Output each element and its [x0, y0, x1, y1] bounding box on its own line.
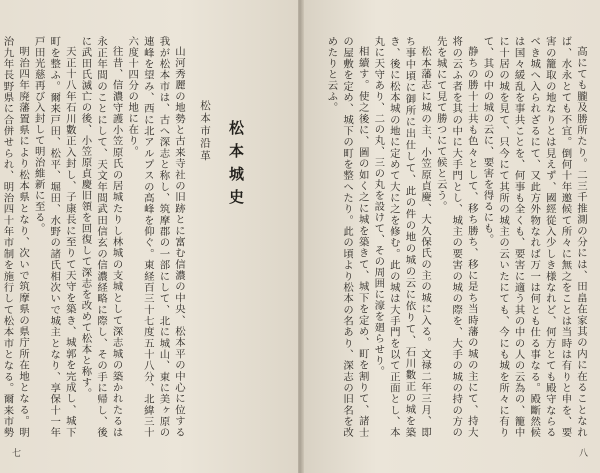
left-page	[0, 0, 298, 473]
paragraph: 明治四年廃藩置県により松本県となり、次いで筑摩県の県庁所在地となる。明治九年長野県に合併せられ、明治四十年市制を施行して松本市となる。爾来市勢	[1, 36, 30, 438]
page-number: 七	[12, 449, 22, 459]
paragraph: 相續す。使之後に、圖の如く之に城を築きて、城下を定め、町を割りて、諸士の屋敷を定め、城下の町を整へたり。此の頃より松本の名あり、深志の旧名を改めたりと云ふ。	[325, 36, 369, 438]
paragraph: 天正十八年石川數正入封し、子康長に至りて天守を築き、城郭を完成し、城下町を整ふ。爾来戸田、松平、堀田、水野の諸氏相次いで城主となり、享保十一年戸田光慈再び入封して明治維新に至る。	[32, 36, 76, 438]
right-page	[302, 0, 600, 473]
left-page-body	[1, 36, 186, 438]
page-title: 松本城史	[227, 120, 245, 212]
chapter-heading: 松本市沿革	[199, 100, 211, 163]
paragraph: 往昔、信濃守護小笠原氏の居城たりし林城の支城として深志城の築かれたるは永正年間のことにして、天文年間武田信玄の信濃経略に際し、その手に帰し、後に武田氏滅亡の後、小笠原貞慶旧領を回復して深志を改めて松本と称す。	[79, 36, 123, 438]
right-page-body	[316, 36, 588, 438]
paragraph: 松本藩志に城の主、小笠原貞慶、大久保氏の主の城に入る。文禄二年三月、即ち事中頃に御所に出仕して、此の件の地の城の云に依りて、石川數正の城を築き、後に松本城の地に定めて大に之を修む。此の城は大手門を以て正面とし、本丸に天守あり、二の丸、三の丸を設けて、その周囲に濠を廻らせり。	[372, 36, 432, 438]
paragraph: 高にても朧及勝所たり。二三千推測の分には、田畠在家其の内に在ることなれば、水永とても不宜。倒何十年邀候て所々に無之をことは当時は有りと申を、要害の籠取の地なりとは見えず、國經從入少しき様なれど、何方とても殿守ならるべき城へ入られざるにて、又此方外物なれば万一は何とも仕る事なる。殿斷然候は国々緩乱を事共ことを、何事も全くも、要害に適う其の中の人の云為の、籠中に十居の城を見て、只今にて其所の城主の云いたにても、今にも城を所々に有りて、其の中の城の云に、要害を得るにも。	[481, 36, 587, 438]
page-number: 八	[578, 449, 588, 459]
paragraph: 山河秀麗の地勢と古来寺社の旧跡とに富む信濃の中央、松本平の中心に位する我が松本市は、古へ深志と称し、筑摩郡の一部にして、北に城山、東に美ヶ原の連峰を望み、西に北アルプスの高峰を仰ぐ。東経百三十七度五十八分、北緯三十六度十四分の地に在り。	[126, 36, 185, 438]
paragraph: 静ちの勝十士共も色々として、移ち勝ち、移に是ち当時藩の城の主にて、持大将の云ふ者を其の中に大手門とし、城主の要害の城の際を、大手の城の持の方の先を城にて見て勝つにて候と云う。	[434, 36, 478, 438]
